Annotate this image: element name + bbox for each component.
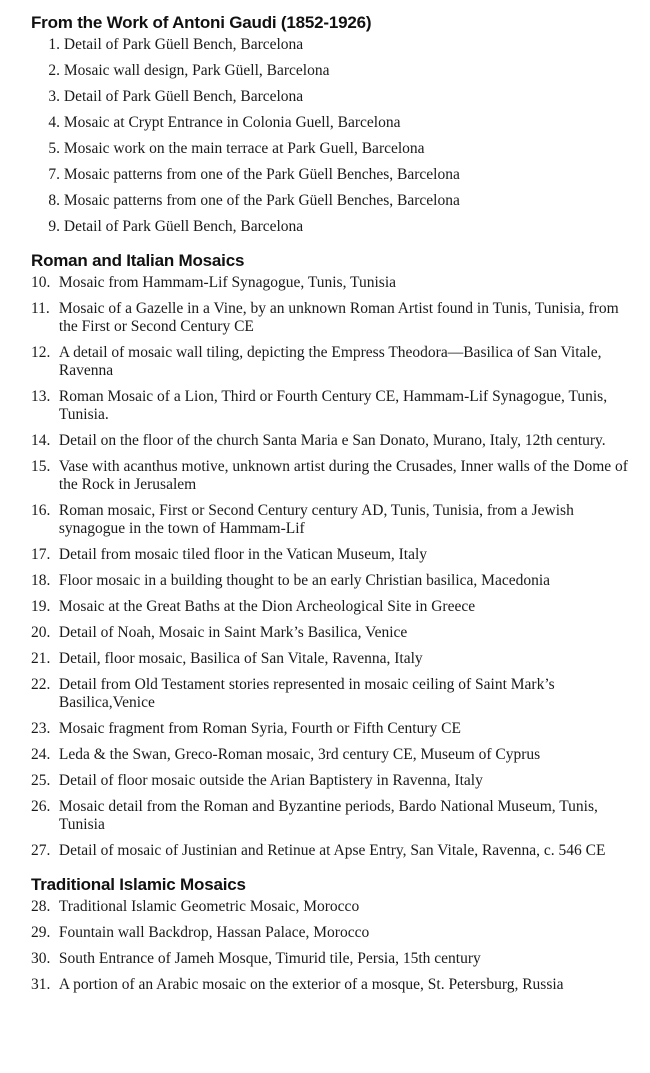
item-text: Detail of Park Güell Bench, Barcelona bbox=[63, 218, 304, 235]
item-number: 29. bbox=[31, 924, 51, 941]
item-text: Detail of floor mosaic outside the Arian Baptistery in Ravenna, Italy bbox=[58, 772, 483, 789]
item-text: Mosaic at the Great Baths at the Dion Archeological Site in Greece bbox=[58, 598, 476, 615]
item-number: 20. bbox=[31, 624, 51, 641]
list-item bbox=[31, 88, 636, 106]
section-heading: Traditional Islamic Mosaics bbox=[31, 875, 246, 894]
item-text: Detail from Old Testament stories represented in mosaic ceiling of Saint Mark’s Basilica,Venice bbox=[58, 676, 555, 711]
item-text: Traditional Islamic Geometric Mosaic, Morocco bbox=[58, 898, 360, 915]
item-text: Roman mosaic, First or Second Century century AD, Tunis, Tunisia, from a Jewish synagogue in the town of Hammam-Lif bbox=[58, 502, 574, 537]
credit-list bbox=[31, 274, 636, 860]
item-number: 15. bbox=[31, 458, 51, 475]
section-heading: From the Work of Antoni Gaudi (1852-1926) bbox=[31, 13, 372, 32]
list-item bbox=[31, 192, 636, 210]
item-number: 7. bbox=[48, 166, 60, 183]
item-number: 27. bbox=[31, 842, 51, 859]
item-number: 22. bbox=[31, 676, 51, 693]
item-text: A detail of mosaic wall tiling, depicting the Empress Theodora—Basilica of San Vitale, Ravenna bbox=[58, 344, 602, 379]
item-text: Fountain wall Backdrop, Hassan Palace, Morocco bbox=[58, 924, 370, 941]
item-text: Detail on the floor of the church Santa Maria e San Donato, Murano, Italy, 12th century. bbox=[58, 432, 606, 449]
item-number: 3. bbox=[48, 88, 60, 105]
item-text: Detail of Noah, Mosaic in Saint Mark’s Basilica, Venice bbox=[58, 624, 408, 641]
item-number: 26. bbox=[31, 798, 51, 815]
list-item bbox=[31, 950, 636, 968]
item-text: South Entrance of Jameh Mosque, Timurid tile, Persia, 15th century bbox=[58, 950, 481, 967]
list-item bbox=[31, 746, 636, 764]
item-text: Mosaic wall design, Park Güell, Barcelona bbox=[63, 62, 330, 79]
item-number: 19. bbox=[31, 598, 51, 615]
list-item bbox=[31, 166, 636, 184]
item-text: Mosaic from Hammam-Lif Synagogue, Tunis, Tunisia bbox=[58, 274, 397, 291]
item-number: 18. bbox=[31, 572, 51, 589]
item-number: 10. bbox=[31, 274, 51, 291]
list-item bbox=[31, 650, 636, 668]
item-number: 25. bbox=[31, 772, 51, 789]
section-gaudi bbox=[31, 10, 636, 236]
section-islamic bbox=[31, 872, 636, 994]
list-item bbox=[31, 388, 636, 424]
list-item bbox=[31, 842, 636, 860]
list-item bbox=[31, 624, 636, 642]
list-item bbox=[31, 62, 636, 80]
item-text: Floor mosaic in a building thought to be an early Christian basilica, Macedonia bbox=[58, 572, 551, 589]
credit-list bbox=[31, 36, 636, 236]
item-number: 1. bbox=[48, 36, 60, 53]
list-item bbox=[31, 274, 636, 292]
item-text: Leda & the Swan, Greco-Roman mosaic, 3rd century CE, Museum of Cyprus bbox=[58, 746, 541, 763]
section-roman-italian bbox=[31, 248, 636, 860]
item-number: 9. bbox=[48, 218, 60, 235]
item-number: 28. bbox=[31, 898, 51, 915]
item-number: 31. bbox=[31, 976, 51, 993]
item-text: Detail of Park Güell Bench, Barcelona bbox=[63, 36, 304, 53]
item-text: Mosaic fragment from Roman Syria, Fourth or Fifth Century CE bbox=[58, 720, 461, 737]
item-text: Mosaic patterns from one of the Park Güell Benches, Barcelona bbox=[63, 192, 460, 209]
item-number: 21. bbox=[31, 650, 51, 667]
section-heading: Roman and Italian Mosaics bbox=[31, 251, 245, 270]
item-text: Mosaic work on the main terrace at Park Guell, Barcelona bbox=[63, 140, 425, 157]
item-number: 30. bbox=[31, 950, 51, 967]
item-number: 12. bbox=[31, 344, 51, 361]
item-number: 17. bbox=[31, 546, 51, 563]
list-item bbox=[31, 798, 636, 834]
item-text: Mosaic detail from the Roman and Byzantine periods, Bardo National Museum, Tunis, Tunisia bbox=[58, 798, 598, 833]
list-item bbox=[31, 36, 636, 54]
item-text: Detail of mosaic of Justinian and Retinue at Apse Entry, San Vitale, Ravenna, c. 546 CE bbox=[58, 842, 606, 859]
item-text: Detail, floor mosaic, Basilica of San Vitale, Ravenna, Italy bbox=[58, 650, 423, 667]
list-item bbox=[31, 502, 636, 538]
item-number: 4. bbox=[48, 114, 60, 131]
item-number: 2. bbox=[48, 62, 60, 79]
list-item bbox=[31, 458, 636, 494]
list-item bbox=[31, 300, 636, 336]
item-text: Mosaic of a Gazelle in a Vine, by an unknown Roman Artist found in Tunis, Tunisia, from the First or Second Century CE bbox=[58, 300, 619, 335]
item-number: 23. bbox=[31, 720, 51, 737]
list-item bbox=[31, 676, 636, 712]
list-item bbox=[31, 772, 636, 790]
item-number: 5. bbox=[48, 140, 60, 157]
list-item bbox=[31, 924, 636, 942]
credit-list bbox=[31, 898, 636, 994]
list-item bbox=[31, 720, 636, 738]
list-item bbox=[31, 546, 636, 564]
item-text: A portion of an Arabic mosaic on the exterior of a mosque, St. Petersburg, Russia bbox=[58, 976, 564, 993]
list-item bbox=[31, 218, 636, 236]
item-number: 16. bbox=[31, 502, 51, 519]
item-text: Detail of Park Güell Bench, Barcelona bbox=[63, 88, 304, 105]
list-item bbox=[31, 140, 636, 158]
item-number: 14. bbox=[31, 432, 51, 449]
list-item bbox=[31, 572, 636, 590]
list-item bbox=[31, 432, 636, 450]
list-item bbox=[31, 344, 636, 380]
list-item bbox=[31, 598, 636, 616]
list-item bbox=[31, 976, 636, 994]
list-item bbox=[31, 114, 636, 132]
item-text: Vase with acanthus motive, unknown artist during the Crusades, Inner walls of the Dome of the Rock in Jerusalem bbox=[58, 458, 628, 493]
item-text: Mosaic at Crypt Entrance in Colonia Guell, Barcelona bbox=[63, 114, 401, 131]
item-text: Detail from mosaic tiled floor in the Vatican Museum, Italy bbox=[58, 546, 428, 563]
item-number: 13. bbox=[31, 388, 51, 405]
item-number: 24. bbox=[31, 746, 51, 763]
item-text: Mosaic patterns from one of the Park Güell Benches, Barcelona bbox=[63, 166, 460, 183]
list-item bbox=[31, 898, 636, 916]
item-text: Roman Mosaic of a Lion, Third or Fourth Century CE, Hammam-Lif Synagogue, Tunis, Tunisia. bbox=[58, 388, 608, 423]
item-number: 11. bbox=[31, 300, 50, 317]
item-number: 8. bbox=[48, 192, 60, 209]
